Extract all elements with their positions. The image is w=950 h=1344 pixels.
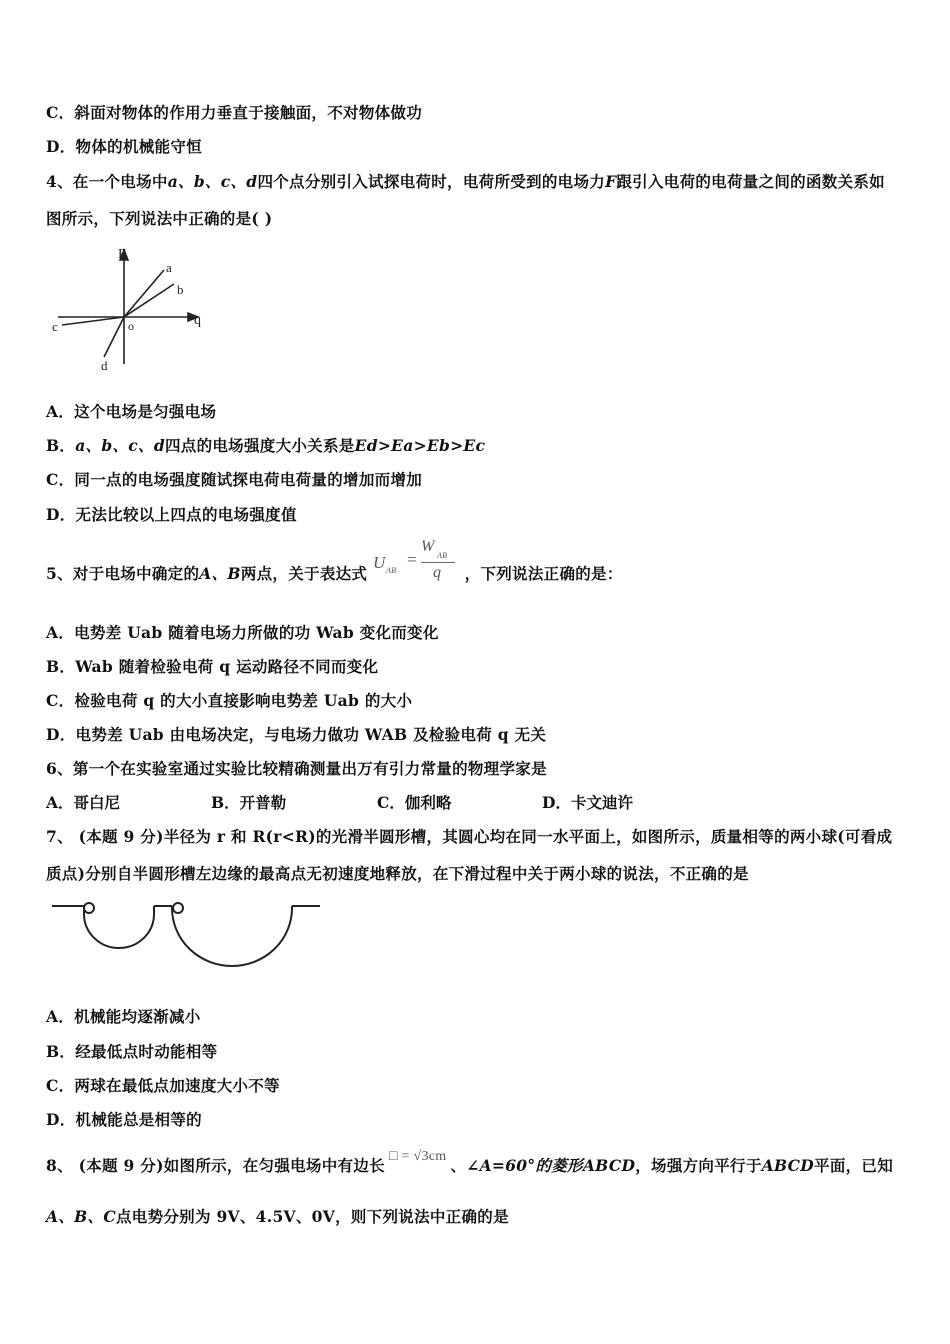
q8-stem-abcd: ABCD (582, 1156, 636, 1175)
q6-option-a: A．哥白尼 (46, 793, 121, 812)
q4-option-b-prefix: B． (46, 436, 76, 455)
q8-side-formula: □ = √3cm (388, 1149, 447, 1164)
q4-stem-mid: 四个点分别引入试探电荷时，电荷所受到的电场力 (257, 172, 606, 191)
q4-stem-prefix: 4、在一个电场中 (46, 172, 168, 191)
q7-figure (48, 896, 328, 974)
q7-large-groove (172, 906, 292, 966)
q7-option-a: A．机械能均逐渐减小 (46, 1007, 201, 1026)
q7-option-b: B．经最低点时动能相等 (46, 1042, 218, 1061)
q4-graph (48, 242, 208, 374)
q6-stem: 6、第一个在实验室通过实验比较精确测量出万有引力常量的物理学家是 (46, 759, 547, 778)
q5-option-d: D．电势差 Uab 由电场决定，与电场力做功 WAB 及检验电荷 q 无关 (46, 725, 547, 744)
q4-stem-f: F (605, 172, 617, 191)
q7-stem-line2: 质点)分别自半圆形槽左边缘的最高点无初速度地释放，在下滑过程中关于两小球的说法，不正确的是 (46, 864, 749, 883)
q8-stem-mid: 、∠ (450, 1156, 480, 1175)
q5-stem-prefix: 5、对于电场中确定的 (46, 564, 200, 583)
q4-graph-x-label: q (194, 313, 201, 328)
q4-option-c: C．同一点的电场强度随试探电荷电荷量的增加而增加 (46, 470, 423, 489)
q5-formula-eq: = (406, 550, 417, 569)
q5-stem-suffix: ，下列说法正确的是： (464, 564, 623, 583)
q8-stem-suffix: 平面，已知 (814, 1156, 894, 1175)
q8-stem-line1 (46, 1149, 894, 1176)
q4-graph-label-a: a (166, 260, 172, 275)
q8-stem-angle: A=60°的菱形 (479, 1156, 583, 1175)
q5-formula-num: W (420, 538, 435, 555)
q4-graph-label-b: b (177, 282, 184, 297)
q4-option-b-points: a、b、c、d (75, 436, 165, 455)
q5-formula (372, 538, 459, 586)
q7-small-groove (84, 906, 154, 948)
q6-option-b: B．开普勒 (211, 793, 287, 812)
q8-stem-prefix: 8、 (本题 9 分)如图所示，在匀强电场中有边长 (46, 1156, 385, 1175)
q5-option-c: C．检验电荷 q 的大小直接影响电势差 Uab 的大小 (46, 691, 413, 710)
q4-graph-origin-label: o (128, 319, 134, 333)
q3-option-c: C．斜面对物体的作用力垂直于接触面，不对物体做功 (46, 103, 423, 122)
q5-stem-mid: 两点，关于表达式 (240, 564, 368, 583)
q5-formula-num-sub: AB (436, 551, 448, 560)
q4-stem-suffix: 跟引入电荷的电荷量之间的函数关系如 (616, 172, 885, 191)
q5-option-a: A．电势差 Uab 随着电场力所做的功 Wab 变化而变化 (46, 623, 439, 642)
q8-stem-abcd2: ABCD (761, 1156, 815, 1175)
q5-stem (46, 538, 623, 586)
q4-graph-y-label: F (118, 247, 126, 262)
q7-large-ball (173, 903, 183, 913)
q4-option-b-relation: Ed>Ea>Eb>Ec (354, 436, 486, 455)
q4-stem-line1 (46, 170, 885, 192)
q7-small-ball (84, 903, 94, 913)
q8-stem-line2 (46, 1205, 509, 1227)
q4-graph-line-b (124, 284, 174, 317)
q5-formula-bar (421, 562, 455, 563)
q4-stem-points: a、b、c、d (167, 172, 258, 191)
q8-stem-points: A、B、C (46, 1207, 116, 1226)
q4-option-a: A．这个电场是匀强电场 (46, 402, 217, 421)
q4-stem-line2: 图所示，下列说法中正确的是( ) (46, 209, 273, 228)
q4-graph-line-c (62, 317, 124, 325)
q4-graph-label-c: c (52, 319, 58, 334)
q4-option-b (46, 434, 485, 456)
q6-option-c: C．伽利略 (377, 793, 452, 812)
q4-option-d: D．无法比较以上四点的电场强度值 (46, 505, 297, 524)
q6-option-d: D．卡文迪许 (542, 793, 633, 812)
q8-stem-line2-rest: 点电势分别为 9V、4.5V、0V，则下列说法中正确的是 (115, 1207, 509, 1226)
q5-formula-den: q (432, 564, 442, 581)
q5-formula-lhs: U (372, 553, 386, 572)
q5-stem-points: A、B (199, 564, 241, 583)
q4-graph-label-d: d (101, 358, 108, 373)
q5-formula-lhs-sub: AB (385, 566, 397, 575)
q4-option-b-mid: 四点的电场强度大小关系是 (164, 436, 355, 455)
q4-graph-line-a (124, 270, 164, 317)
q7-option-d: D．机械能总是相等的 (46, 1110, 202, 1129)
q4-graph-line-d (104, 317, 124, 357)
q5-option-b: B．Wab 随着检验电荷 q 运动路径不同而变化 (46, 657, 379, 676)
q8-stem-mid2: ，场强方向平行于 (635, 1156, 762, 1175)
q3-option-d: D．物体的机械能守恒 (46, 137, 202, 156)
q7-stem-line1: 7、 (本题 9 分)半径为 r 和 R(r<R)的光滑半圆形槽，其圆心均在同一水平面上，如图所示，质量相等的两小球(可看成 (46, 827, 893, 846)
q7-option-c: C．两球在最低点加速度大小不等 (46, 1076, 280, 1095)
